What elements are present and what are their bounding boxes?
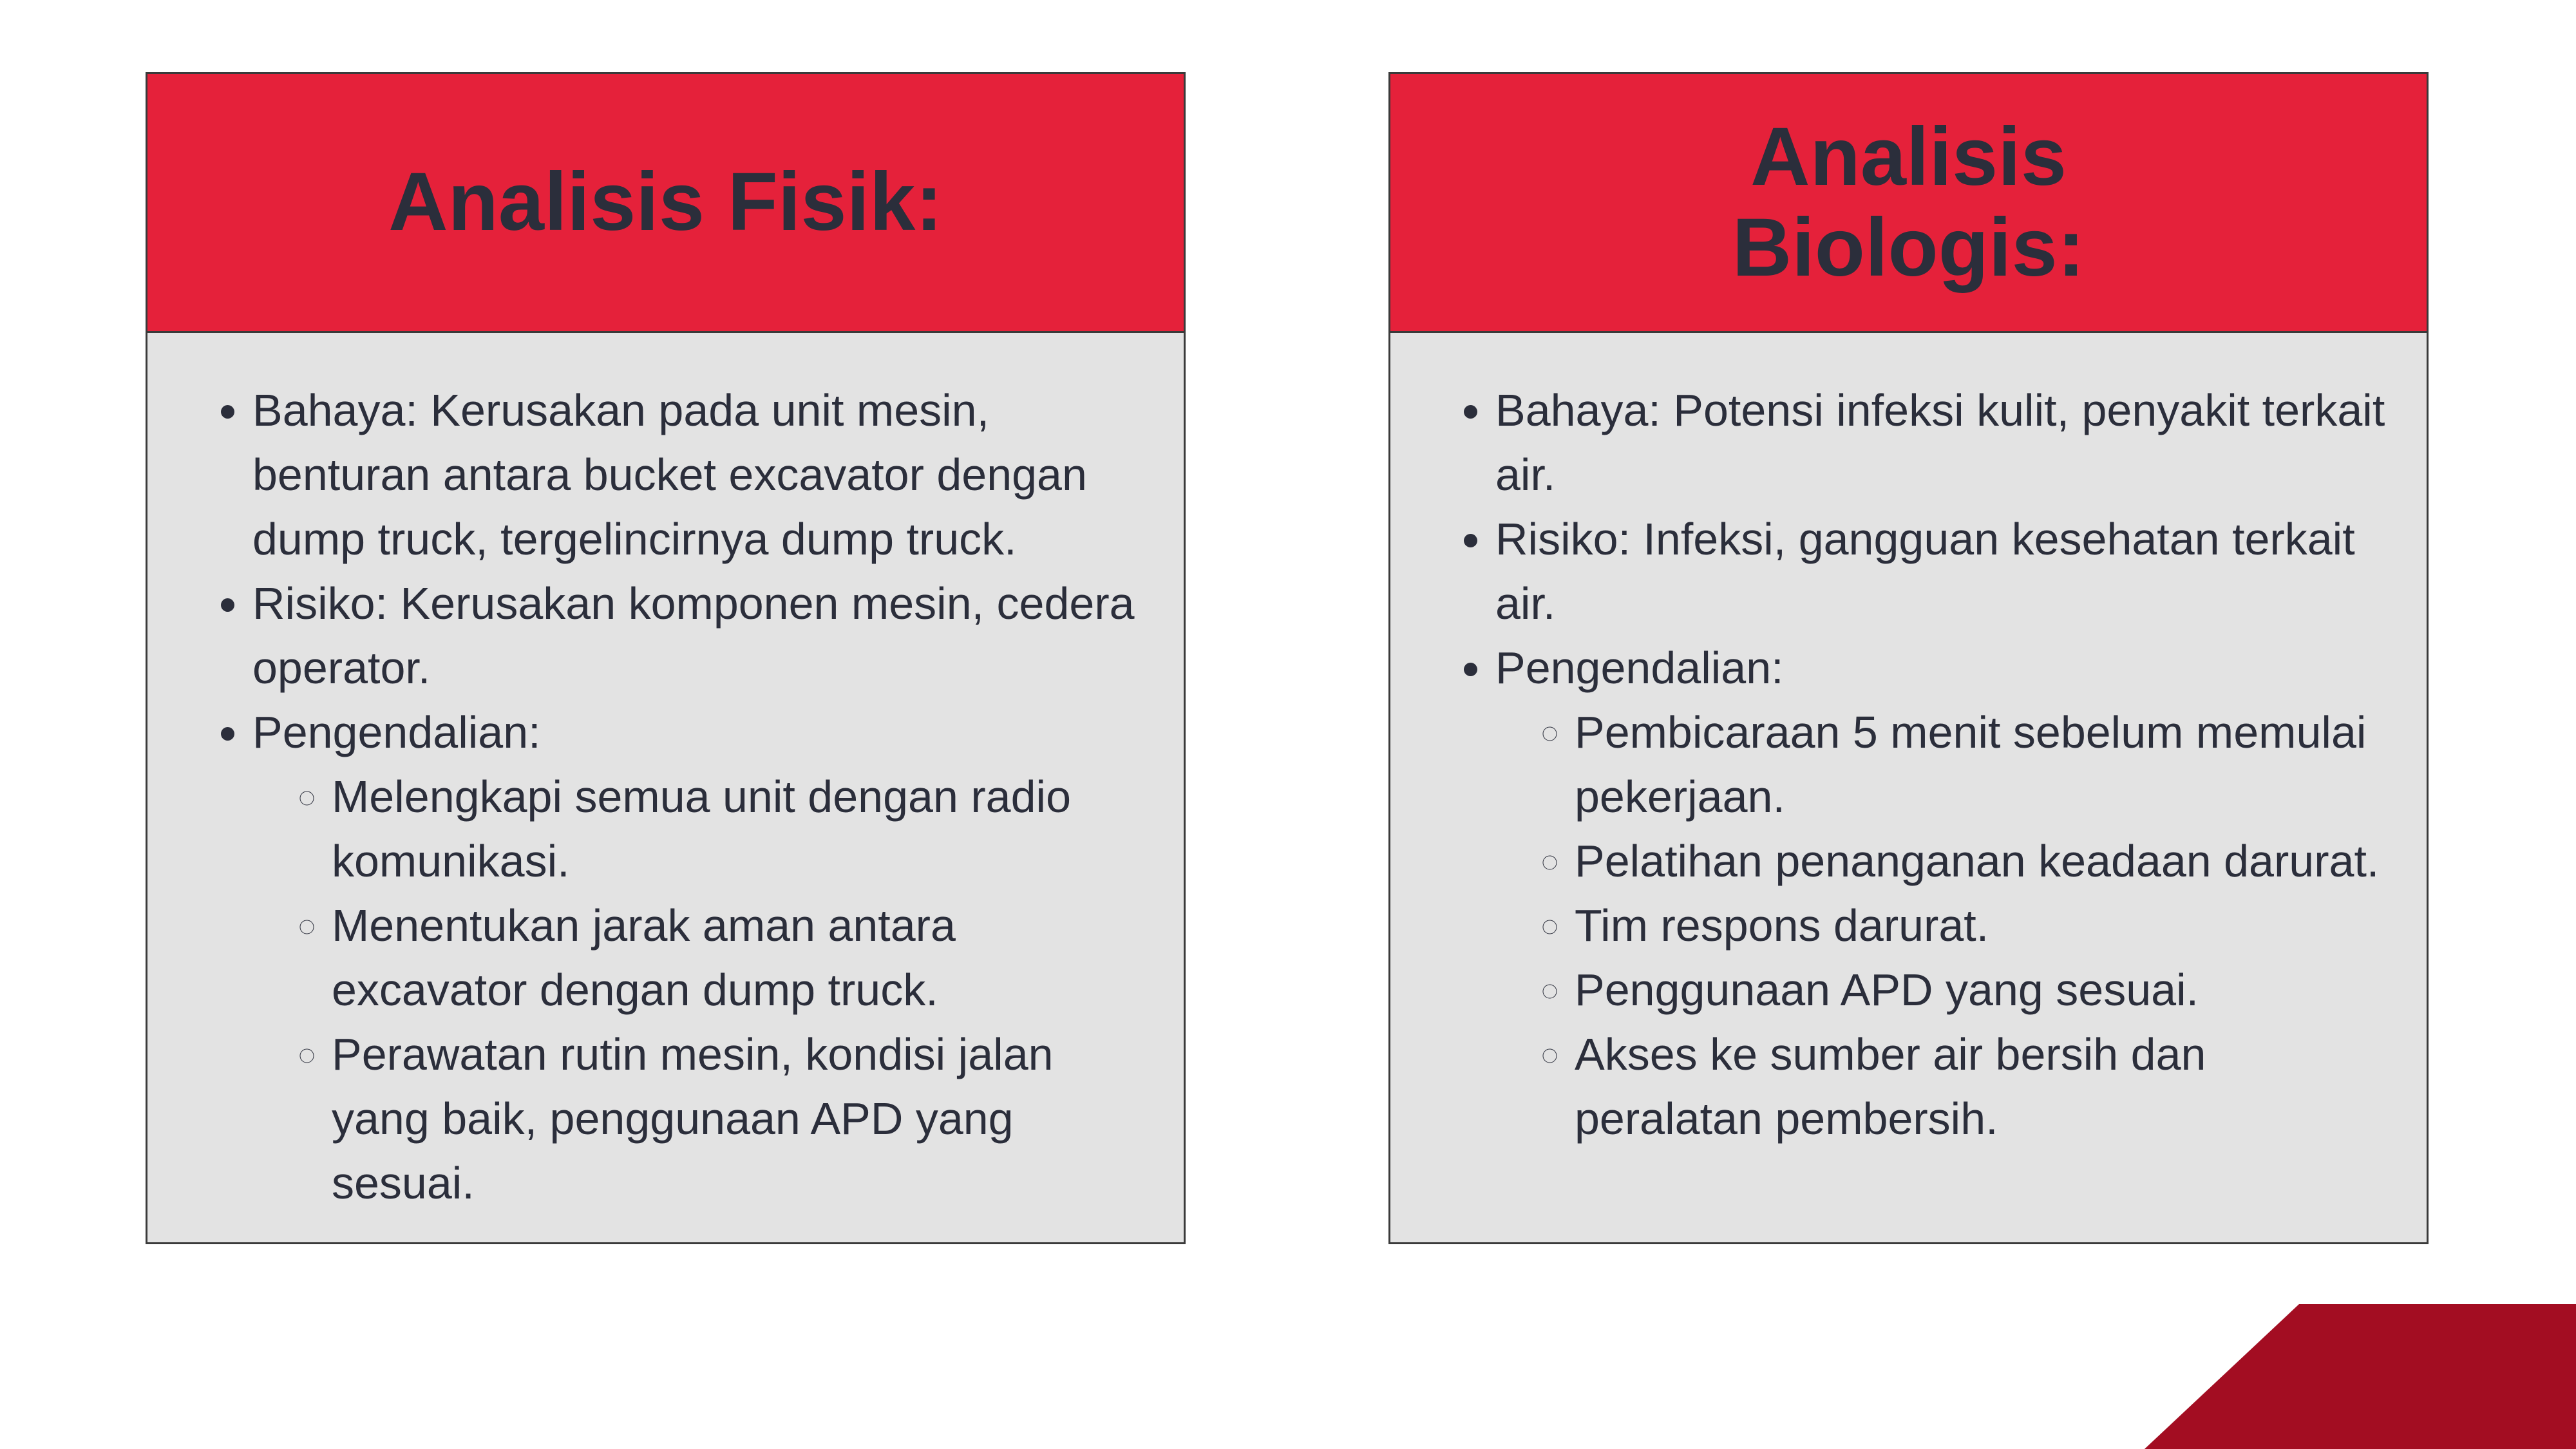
card-analisis-biologis — [1388, 72, 2429, 1244]
card-body — [1390, 333, 2427, 1151]
sub-bullet-list — [1495, 700, 2388, 1151]
card-title-line-2: Biologis: — [1732, 201, 2085, 294]
sub-list-item: ◦ Tim respons darurat. — [1575, 893, 2388, 958]
list-item-bahaya: • Bahaya: Potensi infeksi kulit, penyakit terkait air. — [1495, 378, 2388, 507]
list-item-pengendalian — [252, 700, 1145, 1215]
list-item-bahaya: • Bahaya: Kerusakan pada unit mesin, benturan antara bucket excavator dengan dump truck, tergelincirnya dump truck. — [252, 378, 1145, 571]
card-header — [147, 74, 1184, 333]
sub-list-item: ◦ Penggunaan APD yang sesuai. — [1575, 958, 2388, 1022]
sub-list-item: ◦ Pelatihan penanganan keadaan darurat. — [1575, 829, 2388, 893]
bullet-list — [1429, 378, 2388, 1151]
sub-list-item: ◦ Pembicaraan 5 menit sebelum memulai pekerjaan. — [1575, 700, 2388, 829]
sub-list-item: ◦ Akses ke sumber air bersih dan peralatan pembersih. — [1575, 1022, 2388, 1151]
sub-list-item: ◦ Perawatan rutin mesin, kondisi jalan yang baik, penggunaan APD yang sesuai. — [332, 1022, 1145, 1215]
pengendalian-label: Pengendalian: — [1495, 643, 1784, 693]
list-item-risiko: • Risiko: Infeksi, gangguan kesehatan terkait air. — [1495, 507, 2388, 636]
card-title-line-1: Analisis — [1750, 110, 2067, 203]
bullet-list — [186, 378, 1145, 1215]
corner-decoration — [2145, 1304, 2576, 1449]
card-title: Analisis Fisik: — [388, 156, 943, 249]
sub-list-item: ◦ Melengkapi semua unit dengan radio komunikasi. — [332, 764, 1145, 893]
card-analisis-fisik — [146, 72, 1186, 1244]
sub-bullet-list — [252, 764, 1145, 1215]
card-body — [147, 333, 1184, 1215]
pengendalian-label: Pengendalian: — [252, 707, 541, 757]
card-title — [1664, 112, 2154, 294]
list-item-pengendalian — [1495, 636, 2388, 1151]
card-header — [1390, 74, 2427, 333]
sub-list-item: ◦ Menentukan jarak aman antara excavator dengan dump truck. — [332, 893, 1145, 1022]
list-item-risiko: • Risiko: Kerusakan komponen mesin, cedera operator. — [252, 571, 1145, 700]
